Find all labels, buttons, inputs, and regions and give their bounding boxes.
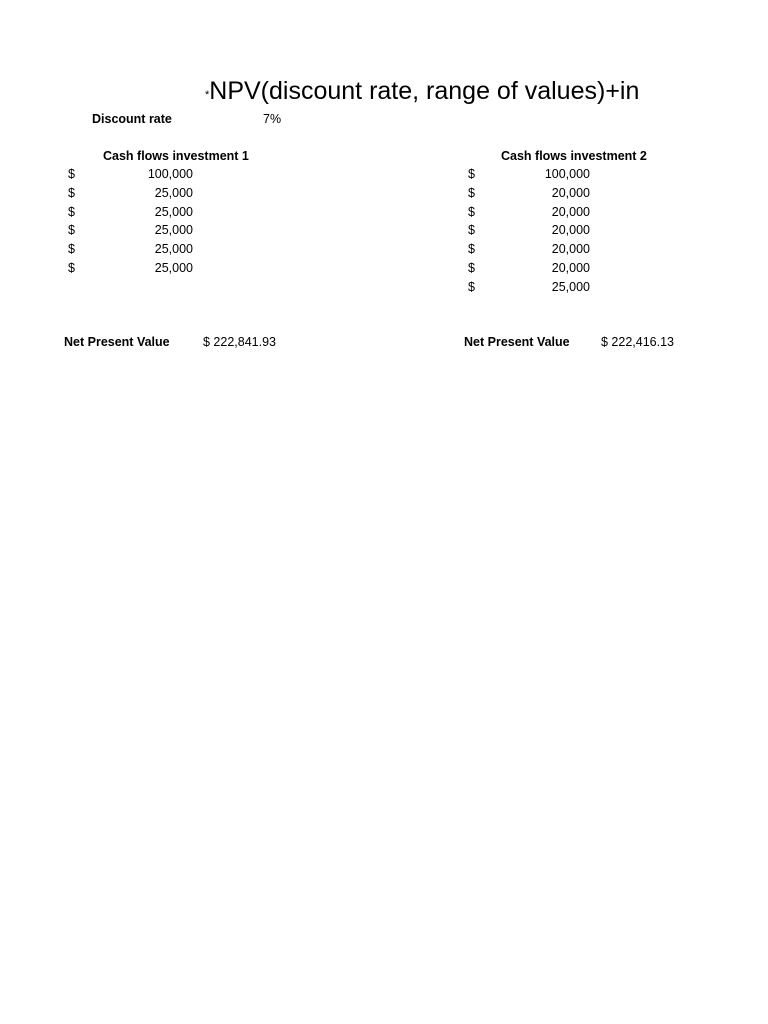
inv1-row-3-currency: $ xyxy=(68,205,75,219)
inv1-row-6-currency: $ xyxy=(68,261,75,275)
inv2-row-1-value: 100,000 xyxy=(544,167,590,181)
investment1-npv-label: Net Present Value xyxy=(64,335,170,349)
inv2-row-2-currency: $ xyxy=(468,186,475,200)
discount-rate-value: 7% xyxy=(263,112,282,126)
inv2-row-3-currency: $ xyxy=(468,205,475,219)
investment2-npv-label: Net Present Value xyxy=(464,335,570,349)
inv2-row-6-currency: $ xyxy=(468,261,475,275)
inv1-row-5-currency: $ xyxy=(68,242,75,256)
inv2-row-5-value: 20,000 xyxy=(551,242,590,256)
page-title xyxy=(205,76,639,111)
inv1-row-6-value: 25,000 xyxy=(154,261,193,275)
inv2-row-1-currency: $ xyxy=(468,167,475,181)
inv1-row-2-value: 25,000 xyxy=(154,186,193,200)
investment1-header: Cash flows investment 1 xyxy=(103,149,249,163)
inv1-row-1-value: 100,000 xyxy=(147,167,193,181)
inv1-row-4-value: 25,000 xyxy=(154,223,193,237)
inv2-row-4-currency: $ xyxy=(468,223,475,237)
investment2-npv-value: $ 222,416.13 xyxy=(601,335,674,349)
investment1-npv-value: $ 222,841.93 xyxy=(203,335,276,349)
inv1-row-2-currency: $ xyxy=(68,186,75,200)
inv1-row-3-value: 25,000 xyxy=(154,205,193,219)
inv1-row-1-currency: $ xyxy=(68,167,75,181)
investment2-header: Cash flows investment 2 xyxy=(501,149,647,163)
inv2-row-7-currency: $ xyxy=(468,280,475,294)
inv2-row-7-value: 25,000 xyxy=(551,280,590,294)
title-text: NPV(discount rate, range of values)+in xyxy=(209,77,640,105)
inv1-row-4-currency: $ xyxy=(68,223,75,237)
title-asterisk: * xyxy=(205,89,210,101)
discount-rate-label: Discount rate xyxy=(92,112,172,126)
inv2-row-6-value: 20,000 xyxy=(551,261,590,275)
inv2-row-4-value: 20,000 xyxy=(551,223,590,237)
inv2-row-2-value: 20,000 xyxy=(551,186,590,200)
inv2-row-5-currency: $ xyxy=(468,242,475,256)
inv1-row-5-value: 25,000 xyxy=(154,242,193,256)
inv2-row-3-value: 20,000 xyxy=(551,205,590,219)
